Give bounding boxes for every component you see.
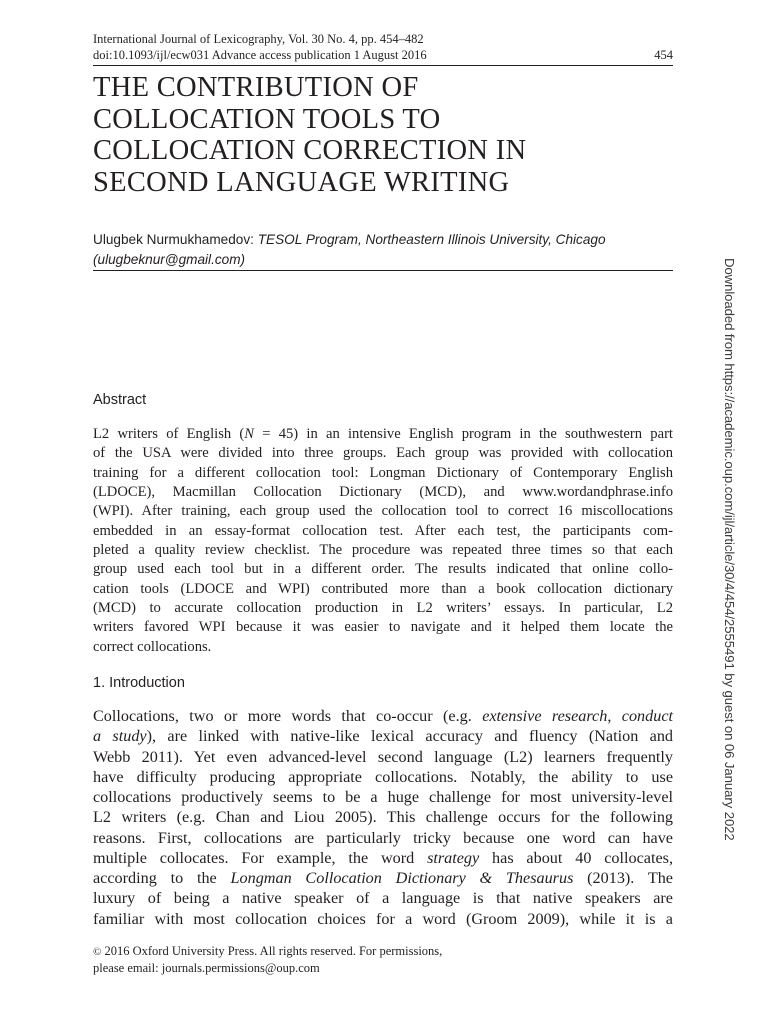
abstract-line: of the USA were divided into three groups. Each group was provided with collocation xyxy=(93,445,673,462)
journal-citation: International Journal of Lexicography, Vol. 30 No. 4, pp. 454–482 xyxy=(93,32,424,46)
page-number: 454 xyxy=(654,48,673,62)
title-line: THE CONTRIBUTION OF xyxy=(93,72,419,103)
title-line: SECOND LANGUAGE WRITING xyxy=(93,166,510,198)
abstract-line: L2 writers of English (N = 45) in an intensive English program in the southwestern part xyxy=(93,426,673,442)
abstract-line: cation tools (LDOCE and WPI) contributed more than a book collocation dictionary xyxy=(93,580,673,597)
abstract-body xyxy=(93,425,673,657)
title-line: COLLOCATION CORRECTION IN xyxy=(93,135,527,166)
abstract-line: (WPI). After training, each group used the collocation tool to correct 16 miscollocations xyxy=(93,503,673,520)
abstract-heading: Abstract xyxy=(93,392,147,408)
author-email[interactable]: (ulugbeknur@gmail.com) xyxy=(93,251,246,267)
body-line: multiple collocates. For example, the word strategy has about 40 collocates, xyxy=(93,848,673,867)
article-title xyxy=(93,72,693,198)
permissions-line[interactable]: please email: journals.permissions@oup.com xyxy=(93,960,320,975)
body-line: collocations productively seems to be a huge challenge for most university-level xyxy=(93,788,673,806)
abstract-line: pleted a quality review checklist. The procedure was repeated three times so that each xyxy=(93,542,673,559)
doi-line: doi:10.1093/ijl/ecw031 Advance access publication 1 August 2016 xyxy=(93,48,427,62)
abstract-line: correct collocations. xyxy=(93,638,212,655)
body-line: according to the Longman Collocation Dictionary & Thesaurus (2013). The xyxy=(93,869,673,887)
copyright-line: 2016 Oxford University Press. All rights reserved. For permissions, xyxy=(104,944,443,958)
body-line: have difficulty producing appropriate collocations. Notably, the ability to use xyxy=(93,767,673,786)
body-line: familiar with most collocation choices for a word (Groom 2009), while it is a xyxy=(93,909,673,928)
abstract-line: (MCD) to accurate collocation production in L2 writers’ essays. In particular, L2 xyxy=(93,600,673,617)
running-head xyxy=(93,31,673,63)
download-watermark[interactable]: Downloaded from https://academic.oup.com/ijl/article/30/4/454/2555491 by guest on 06 January 2022 xyxy=(722,258,737,841)
author-block xyxy=(93,230,693,269)
abstract-line: (LDOCE), Macmillan Collocation Dictionary (MCD), and www.wordandphrase.info xyxy=(93,484,673,501)
header-rule xyxy=(93,65,673,66)
abstract-line: writers favored WPI because it was easier to navigate and it helped them locate the xyxy=(93,619,673,636)
body-line: luxury of being a native speaker of a language is that native speakers are xyxy=(93,889,673,908)
body-line: Webb 2011). Yet even advanced-level second language (L2) learners frequently xyxy=(93,747,673,766)
abstract-line: training for a different collocation tool: Longman Dictionary of Contemporary English xyxy=(93,464,673,481)
section-heading-introduction: 1. Introduction xyxy=(93,675,185,691)
body-line: Collocations, two or more words that co-occur (e.g. extensive research, conduct xyxy=(93,707,674,725)
copyright-icon: © xyxy=(93,946,102,958)
author-affiliation: TESOL Program, Northeastern Illinois University, Chicago xyxy=(257,232,606,247)
body-line: L2 writers (e.g. Chan and Liou 2005). This challenge occurs for the following xyxy=(93,808,673,827)
author-rule xyxy=(93,270,673,271)
body-line: reasons. First, collocations are particularly tricky because one word can have xyxy=(93,828,673,847)
abstract-line: embedded in an essay-format collocation test. After each test, the participants com- xyxy=(93,522,673,539)
title-line: COLLOCATION TOOLS TO xyxy=(93,103,441,135)
body-line: a study), are linked with native-like lexical accuracy and fluency (Nation and xyxy=(93,727,674,746)
author-name: Ulugbek Nurmukhamedov: xyxy=(93,232,254,247)
copyright-notice xyxy=(93,944,593,976)
abstract-line: group used each tool but in a different order. The results indicated that online collo- xyxy=(93,561,673,578)
introduction-body xyxy=(93,706,673,929)
